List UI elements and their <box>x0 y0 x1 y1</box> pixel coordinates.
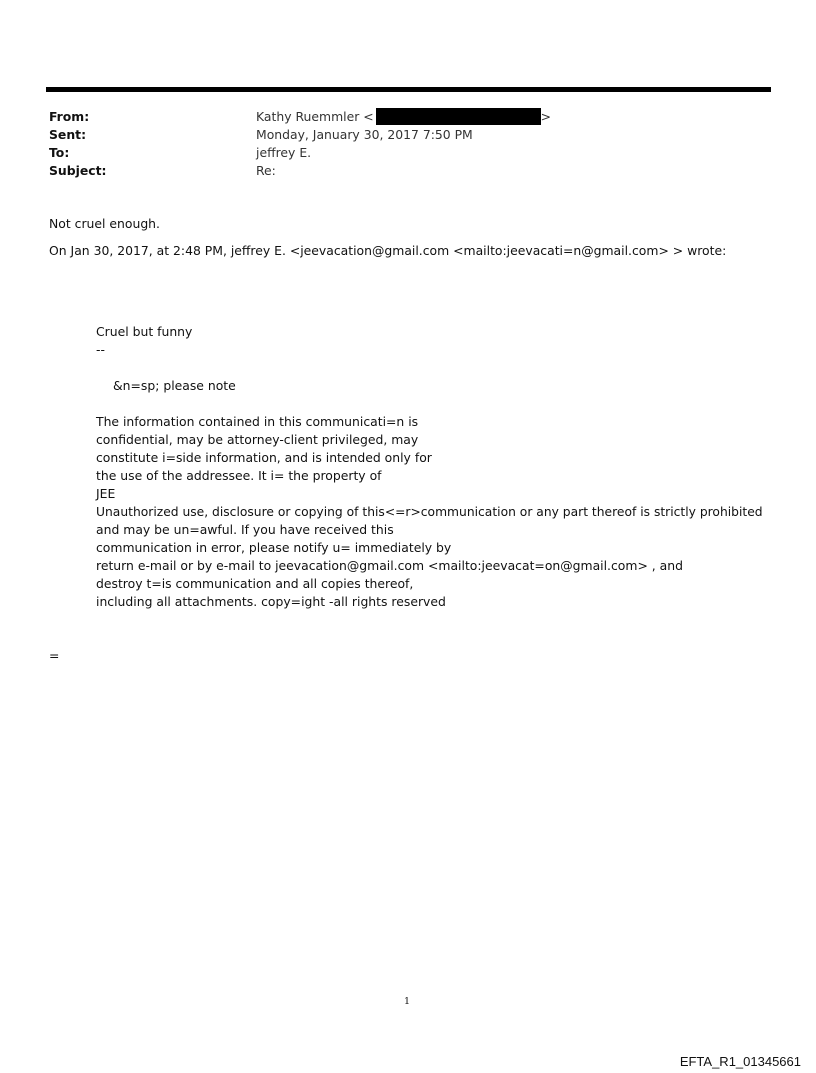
redaction-block <box>376 108 541 125</box>
disclaimer-line: The information contained in this communicati=n is <box>96 414 419 429</box>
disclaimer-line: return e-mail or by e-mail to jeevacation@gmail.com <mailto:jeevacat=on@gmail.com> , and <box>96 558 683 573</box>
disclaimer-line: constitute i=side information, and is intended only for <box>96 450 432 465</box>
subject-value: Re: <box>256 163 276 178</box>
page-number: 1 <box>404 996 411 1007</box>
sender-close-bracket: > <box>540 109 552 124</box>
sent-label: Sent: <box>49 127 87 142</box>
subject-label: Subject: <box>49 163 107 178</box>
note-line: &n=sp; please note <box>113 378 236 393</box>
disclaimer-line: confidential, may be attorney-client privileged, may <box>96 432 419 447</box>
signature-separator: -- <box>96 342 105 357</box>
bates-stamp: EFTA_R1_01345661 <box>679 1054 801 1069</box>
from-value <box>256 108 551 126</box>
sent-value: Monday, January 30, 2017 7:50 PM <box>256 127 473 142</box>
disclaimer-line: JEE <box>96 486 116 501</box>
trailing-equals: = <box>49 648 60 663</box>
sender-name: Kathy Ruemmler < <box>256 109 374 124</box>
disclaimer-line: communication in error, please notify u= immediately by <box>96 540 452 555</box>
header-divider <box>46 87 771 92</box>
reply-text: Not cruel enough. <box>49 216 160 231</box>
quote-intro: On Jan 30, 2017, at 2:48 PM, jeffrey E. <jeevacation@gmail.com <mailto:jeevacati=n@gmail.com> > wrote: <box>49 243 727 258</box>
quoted-message: Cruel but funny <box>96 324 193 339</box>
disclaimer-line: the use of the addressee. It i= the property of <box>96 468 382 483</box>
to-label: To: <box>49 145 70 160</box>
disclaimer-line: and may be un=awful. If you have received this <box>96 522 394 537</box>
to-value: jeffrey E. <box>256 145 312 160</box>
disclaimer-line: including all attachments. copy=ight -all rights reserved <box>96 594 446 609</box>
disclaimer-line: destroy t=is communication and all copies thereof, <box>96 576 414 591</box>
disclaimer-line: Unauthorized use, disclosure or copying of this<=r>communication or any part thereof is strictly prohibited <box>96 505 763 519</box>
from-label: From: <box>49 109 90 124</box>
